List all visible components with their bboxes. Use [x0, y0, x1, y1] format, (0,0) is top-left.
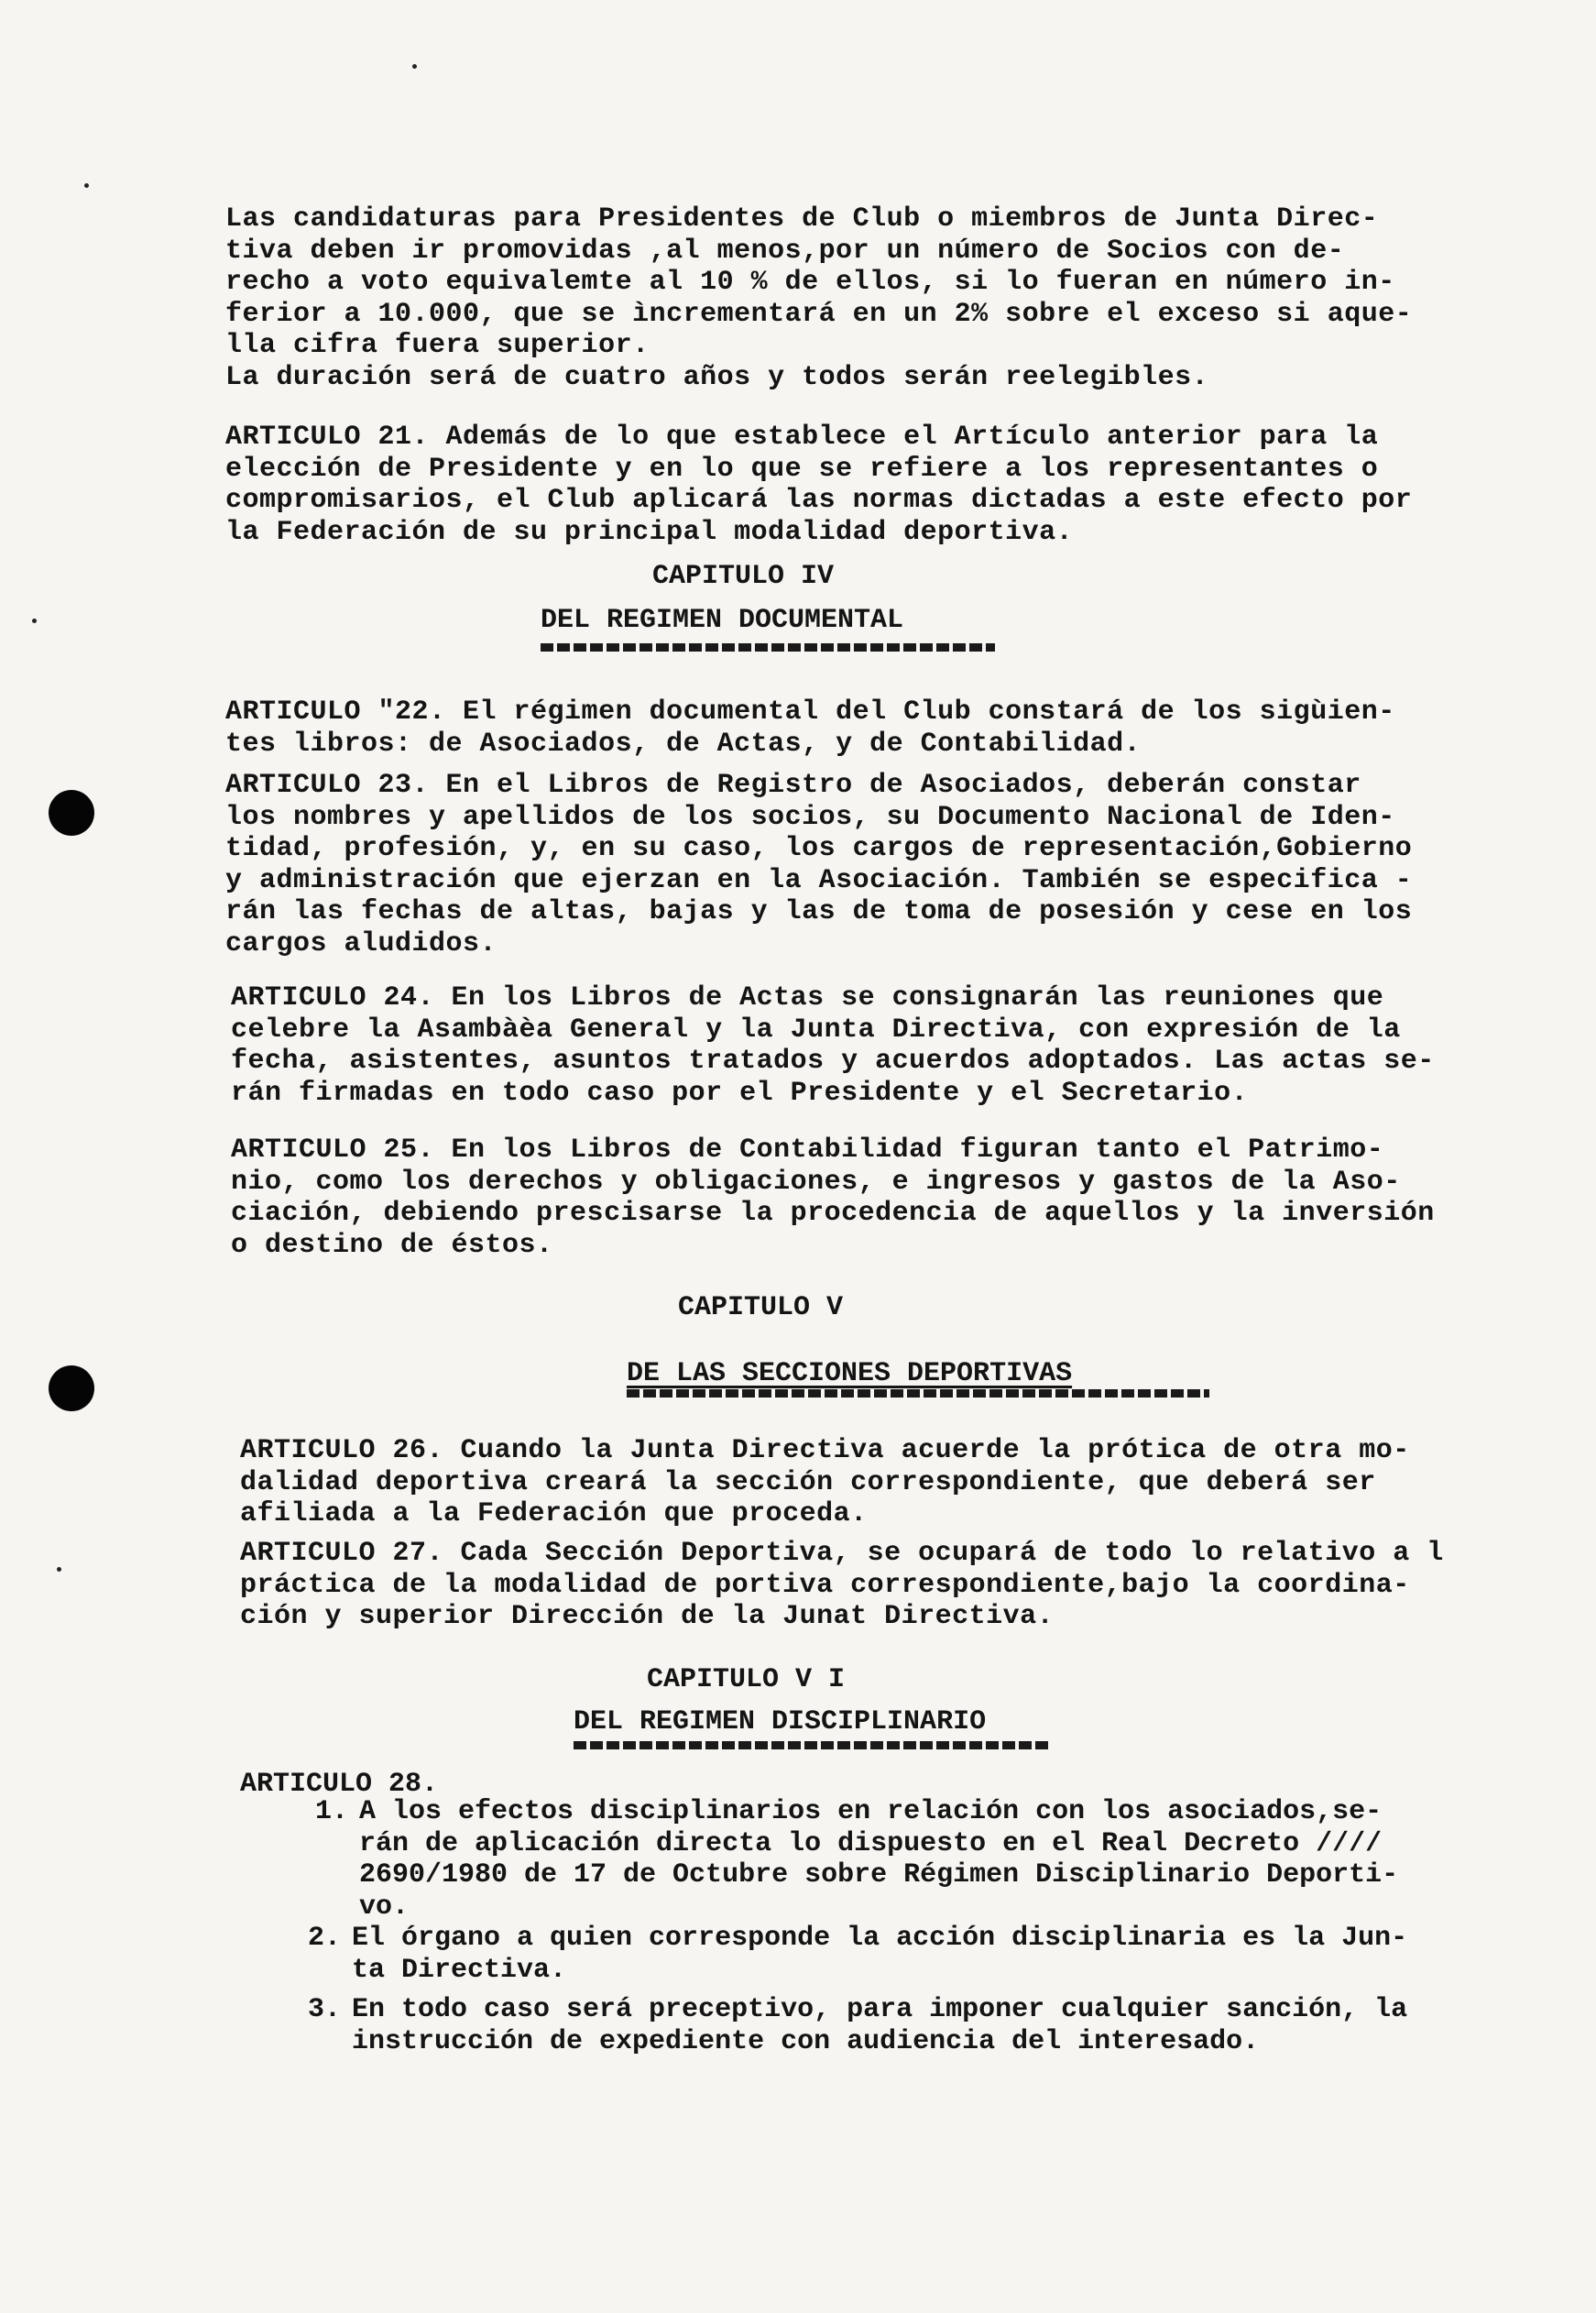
article-23 — [225, 770, 1412, 959]
text-line: celebre la Asambàèa General y la Junta Directiva, con expresión de la — [231, 1014, 1401, 1046]
text-line: tiva deben ir promovidas ,al menos,por un número de Socios con de- — [225, 235, 1345, 267]
text-line: El órgano a quien corresponde la acción disciplinaria es la Jun- — [352, 1923, 1408, 1954]
text-line: práctica de la modalidad de portiva correspondiente,bajo la coordina- — [240, 1569, 1410, 1601]
chapter-4-title: CAPITULO IV — [652, 561, 835, 592]
text-line: cargos aludidos. — [225, 927, 497, 959]
article-25 — [231, 1135, 1435, 1261]
item-text — [352, 1994, 1407, 2057]
text-line: ción y superior Dirección de la Junat Directiva. — [240, 1601, 1055, 1632]
text-line: vo. — [359, 1891, 410, 1923]
speck — [57, 1567, 61, 1572]
chapter-5-subtitle: DE LAS SECCIONES DEPORTIVAS — [627, 1358, 1073, 1389]
text-line: nio, como los derechos y obligaciones, e ingresos y gastos de la Aso- — [231, 1166, 1401, 1198]
item-text — [359, 1796, 1398, 1923]
article-28-item-1 — [315, 1796, 1561, 1924]
text-line: ARTICULO 25. En los Libros de Contabilidad figuran tanto el Patrimo- — [231, 1135, 1384, 1166]
text-line: La duración será de cuatro años y todos serán reelegibles. — [225, 361, 1209, 393]
article-24 — [231, 982, 1435, 1109]
text-line: compromisarios, el Club aplicará las normas dictadas a este efecto por — [225, 485, 1413, 516]
text-line: ARTICULO 26. Cuando la Junta Directiva acuerde la prótica de otra mo- — [240, 1435, 1410, 1466]
text-line: A los efectos disciplinarios en relación con los asociados,se- — [359, 1796, 1383, 1827]
text-line: rán firmadas en todo caso por el Presidente y el Secretario. — [231, 1077, 1249, 1109]
text-line: los nombres y apellidos de los socios, su Documento Nacional de Iden- — [225, 801, 1395, 833]
item-number: 3. — [308, 1994, 342, 2025]
item-text — [352, 1923, 1407, 1986]
text-line: ARTICULO 21. Además de lo que establece el Artículo anterior para la — [225, 422, 1379, 453]
text-line: Las candidaturas para Presidentes de Club o miembros de Junta Direc- — [225, 203, 1379, 235]
intro-paragraph — [225, 203, 1412, 393]
punch-hole-top — [49, 790, 94, 836]
text-line: En todo caso será preceptivo, para imponer cualquier sanción, la — [352, 1994, 1408, 2025]
text-line: fecha, asistentes, asuntos tratados y acuerdos adoptados. Las actas se- — [231, 1046, 1435, 1077]
text-line: recho a voto equivalemte al 10 % de ellos, si lo fueran en número in- — [225, 267, 1395, 298]
text-line: lla cifra fuera superior. — [225, 330, 650, 361]
chapter-4-rule — [541, 643, 995, 652]
chapter-5-title: CAPITULO V — [678, 1292, 844, 1323]
text-line: afiliada a la Federación que proceda. — [240, 1498, 868, 1529]
speck — [84, 183, 89, 188]
chapter-5-rule — [627, 1389, 1209, 1398]
article-27 — [240, 1538, 1444, 1633]
article-21 — [225, 422, 1412, 548]
text-line: elección de Presidente y en lo que se refiere a los representantes o — [225, 453, 1379, 485]
text-line: tidad, profesión, y, en su caso, los cargos de representación,Gobierno — [225, 833, 1413, 864]
item-number: 1. — [315, 1796, 349, 1827]
speck — [412, 64, 417, 69]
text-line: ciación, debiendo prescisarse la procedencia de aquellos y la inversión — [231, 1198, 1435, 1229]
chapter-6-rule — [574, 1741, 1050, 1749]
article-26 — [240, 1435, 1410, 1530]
article-28-item-3 — [308, 1994, 1554, 2058]
text-line: ARTICULO "22. El régimen documental del Club constará de los sigùien- — [225, 696, 1395, 728]
article-28-heading: ARTICULO 28. — [240, 1769, 439, 1800]
speck — [32, 619, 37, 623]
text-line: 2690/1980 de 17 de Octubre sobre Régimen Disciplinario Deporti- — [359, 1859, 1399, 1891]
text-line: dalidad deportiva creará la sección correspondiente, que deberá ser — [240, 1466, 1376, 1498]
text-line: rán de aplicación directa lo dispuesto en el Real Decreto //// — [359, 1827, 1383, 1859]
text-line: rán las fechas de altas, bajas y las de toma de posesión y cese en los — [225, 896, 1413, 927]
item-number: 2. — [308, 1923, 342, 1954]
text-line: ferior a 10.000, que se ìncrementará en un 2% sobre el exceso si aque- — [225, 298, 1413, 330]
text-line: tes libros: de Asociados, de Actas, y de Contabilidad. — [225, 728, 1142, 760]
text-line: ARTICULO 24. En los Libros de Actas se consignarán las reuniones que — [231, 982, 1384, 1014]
chapter-6-title: CAPITULO V I — [647, 1664, 846, 1695]
article-22 — [225, 696, 1395, 760]
text-line: y administración que ejerzan en la Asociación. También se especifica - — [225, 864, 1413, 896]
text-line: ARTICULO 27. Cada Sección Deportiva, se ocupará de todo lo relativo a l — [240, 1538, 1444, 1569]
chapter-4-subtitle: DEL REGIMEN DOCUMENTAL — [541, 605, 904, 636]
text-line: o destino de éstos. — [231, 1229, 553, 1261]
punch-hole-bottom — [49, 1365, 94, 1411]
text-line: ta Directiva. — [352, 1954, 567, 1986]
chapter-6-subtitle: DEL REGIMEN DISCIPLINARIO — [574, 1706, 987, 1737]
text-line: instrucción de expediente con audiencia del interesado. — [352, 2025, 1260, 2057]
text-line: ARTICULO 23. En el Libros de Registro de Asociados, deberán constar — [225, 770, 1361, 801]
article-28-item-2 — [308, 1923, 1554, 1987]
text-line: la Federación de su principal modalidad deportiva. — [225, 516, 1074, 548]
